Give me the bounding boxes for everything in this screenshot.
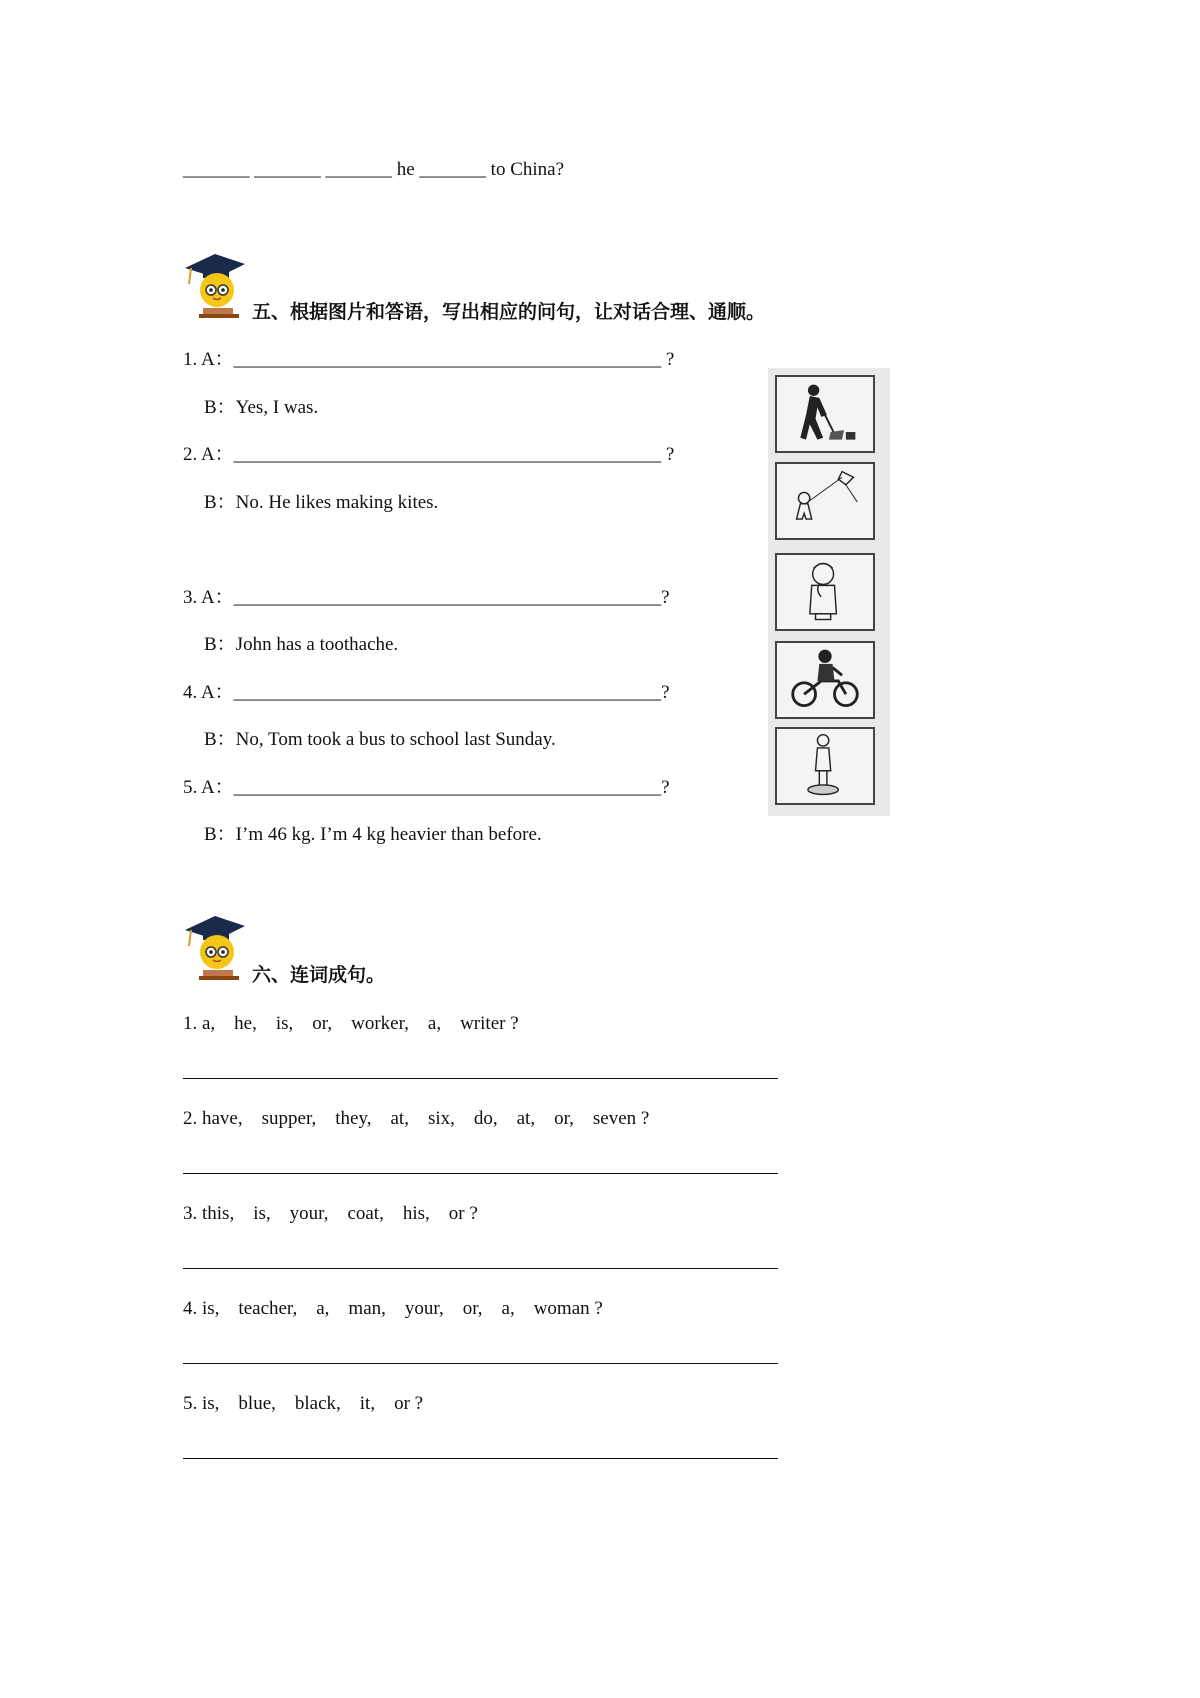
mascot-icon	[183, 912, 249, 982]
s5-q1-a: 1. A：_____________________________________________ ?	[183, 349, 675, 370]
s6-answer-line-5[interactable]	[183, 1458, 778, 1459]
s5-q2-b: B：No. He likes making kites.	[204, 492, 439, 513]
s5-q2-a: 2. A：_____________________________________________ ?	[183, 444, 675, 465]
s6-answer-line-4[interactable]	[183, 1363, 778, 1364]
s5-q5-b: B：I’m 46 kg. I’m 4 kg heavier than before.	[204, 824, 542, 845]
s5-q5-a: 5. A：_____________________________________________?	[183, 777, 670, 798]
s5-q3-b: B：John has a toothache.	[204, 634, 399, 655]
s6-item-2: 2. have, supper, they, at, six, do, at, or, seven ?	[183, 1108, 650, 1129]
s6-item-4: 4. is, teacher, a, man, your, or, a, woman ?	[183, 1298, 603, 1319]
s6-answer-line-2[interactable]	[183, 1173, 778, 1174]
weighing-scale-picture	[775, 727, 875, 805]
s6-answer-line-3[interactable]	[183, 1268, 778, 1269]
section6-heading: 六、连词成句。	[252, 964, 386, 986]
s6-item-3: 3. this, is, your, coat, his, or ?	[183, 1203, 478, 1224]
toothache-picture	[775, 553, 875, 631]
s5-q4-b: B：No, Tom took a bus to school last Sunday.	[204, 729, 556, 750]
s6-answer-line-1[interactable]	[183, 1078, 778, 1079]
section5-heading: 五、根据图片和答语，写出相应的问句，让对话合理、通顺。	[252, 301, 766, 323]
s6-item-5: 5. is, blue, black, it, or ?	[183, 1393, 424, 1414]
mascot-icon	[183, 250, 249, 320]
top-question: _______ _______ _______ he _______ to China?	[183, 159, 565, 180]
s5-q3-a: 3. A：_____________________________________________?	[183, 587, 670, 608]
s5-q1-b: B：Yes, I was.	[204, 397, 319, 418]
flying-kite-picture	[775, 462, 875, 540]
s5-q4-a: 4. A：_____________________________________________?	[183, 682, 670, 703]
sweeping-floor-picture	[775, 375, 875, 453]
s6-item-1: 1. a, he, is, or, worker, a, writer ?	[183, 1013, 519, 1034]
riding-bike-picture	[775, 641, 875, 719]
